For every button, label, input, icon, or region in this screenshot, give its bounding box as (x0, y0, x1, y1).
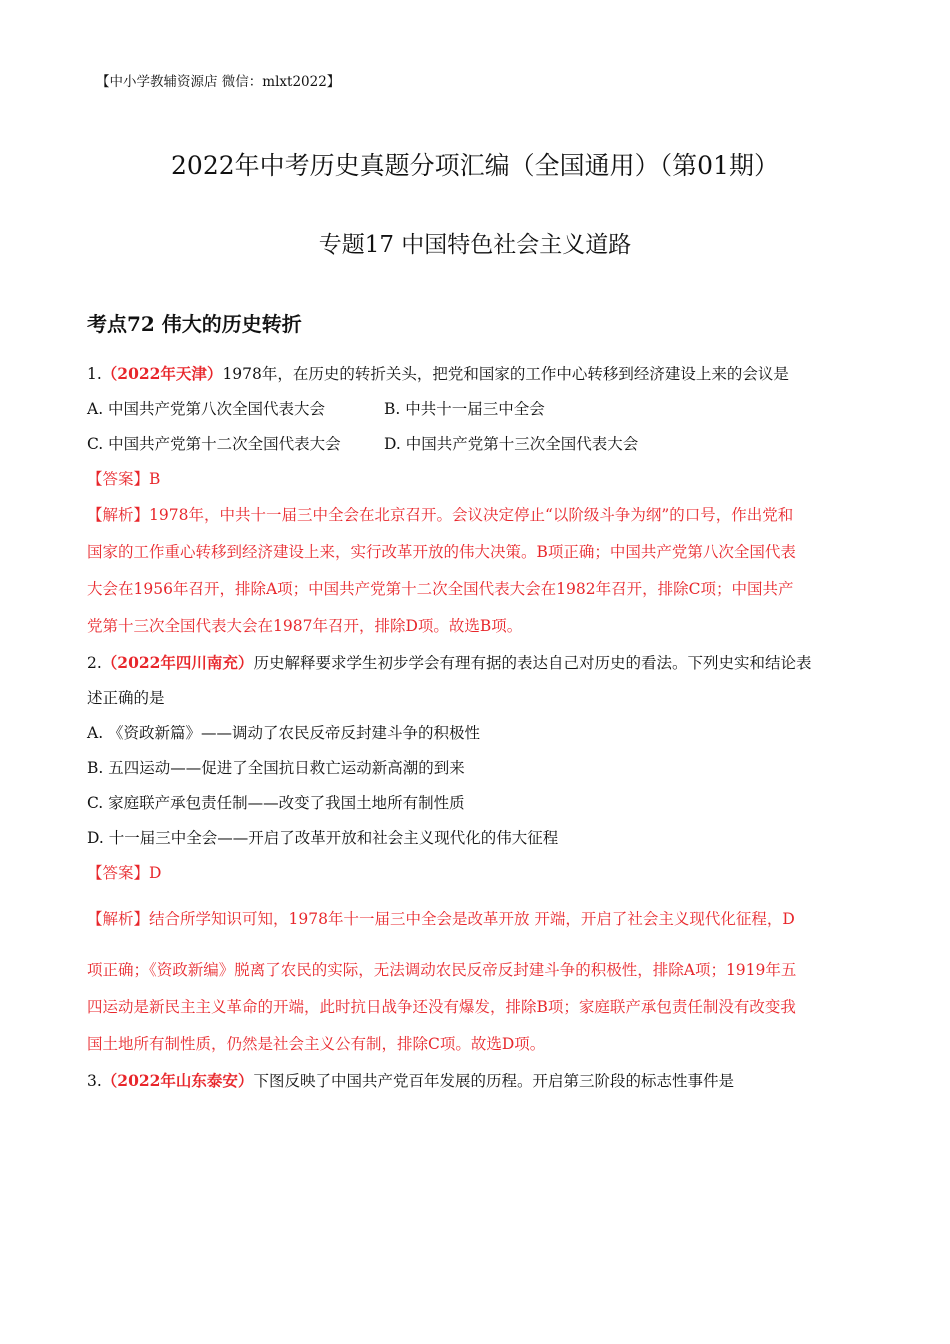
option-a: A. 中国共产党第八次全国代表大会 (87, 400, 326, 418)
question-number: 2. (87, 654, 102, 672)
option-d: D. 十一届三中全会——开启了改革开放和社会主义现代化的伟大征程 (87, 829, 559, 847)
question-text: 历史解释要求学生初步学会有理有据的表达自己对历史的看法。下列史实和结论表 (253, 654, 812, 672)
topic-title: 专题17 中国特色社会主义道路 (318, 232, 632, 258)
header-text: 【中小学教辅资源店 微信：mlxt2022】 (96, 74, 341, 90)
question-2-analysis-line-4: 国土地所有制性质，仍然是社会主义公有制，排除C项。故选D项。 (87, 1035, 546, 1053)
option-a: A. 《资政新篇》——调动了农民反帝反封建斗争的积极性 (87, 724, 481, 742)
question-1-analysis-line-2: 国家的工作重心转移到经济建设上来，实行改革开放的伟大决策。B项正确；中国共产党第八次全国代表 (87, 543, 796, 561)
question-1-options-row-1 (87, 392, 867, 427)
question-source: （2022年天津） (101, 364, 223, 383)
question-number: 3. (87, 1072, 102, 1090)
question-1-answer: 【答案】B (87, 470, 161, 488)
question-1-options-row-2 (87, 427, 867, 462)
question-2-analysis-line-2: 项正确；《资政新编》脱离了农民的实际，无法调动农民反帝反封建斗争的积极性，排除A项；1919年五 (87, 961, 797, 979)
option-b: B. 五四运动——促进了全国抗日救亡运动新高潮的到来 (87, 759, 465, 777)
question-3-stem (87, 1063, 867, 1099)
question-list (87, 356, 867, 1099)
question-2-stem (87, 645, 867, 681)
option-b: B. 中共十一届三中全会 (384, 400, 545, 418)
question-1-stem (87, 356, 867, 392)
question-number: 1. (87, 365, 102, 383)
question-source: （2022年山东泰安） (101, 1071, 254, 1090)
option-d: D. 中国共产党第十三次全国代表大会 (384, 435, 639, 453)
question-2-answer: 【答案】D (87, 864, 162, 882)
page-title: 2022年中考历史真题分项汇编（全国通用）（第01期） (171, 151, 779, 180)
question-source: （2022年四川南充） (101, 653, 254, 672)
option-c: C. 中国共产党第十二次全国代表大会 (87, 435, 341, 453)
question-2-stem-continued: 述正确的是 (87, 689, 165, 707)
question-2-analysis-line-3: 四运动是新民主主义革命的开端，此时抗日战争还没有爆发，排除B项；家庭联产承包责任制没有改变我 (87, 998, 796, 1016)
question-text: 1978年，在历史的转折关头，把党和国家的工作中心转移到经济建设上来的会议是 (222, 365, 789, 383)
question-text: 下图反映了中国共产党百年发展的历程。开启第三阶段的标志性事件是 (253, 1072, 734, 1090)
section-heading: 考点72 伟大的历史转折 (87, 312, 302, 336)
question-1-analysis-line-3: 大会在1956年召开，排除A项；中国共产党第十二次全国代表大会在1982年召开，排除C项；中国共产 (87, 580, 794, 598)
question-2-analysis-line-1: 【解析】结合所学知识可知，1978年十一届三中全会是改革开放 开端，开启了社会主义现代化征程，D (87, 910, 795, 928)
question-1-analysis-line-4: 党第十三次全国代表大会在1987年召开，排除D项。故选B项。 (87, 617, 523, 635)
question-1-analysis-line-1: 【解析】1978年，中共十一届三中全会在北京召开。会议决定停止“以阶级斗争为纲”的口号，作出党和 (87, 506, 794, 524)
option-c: C. 家庭联产承包责任制——改变了我国土地所有制性质 (87, 794, 465, 812)
